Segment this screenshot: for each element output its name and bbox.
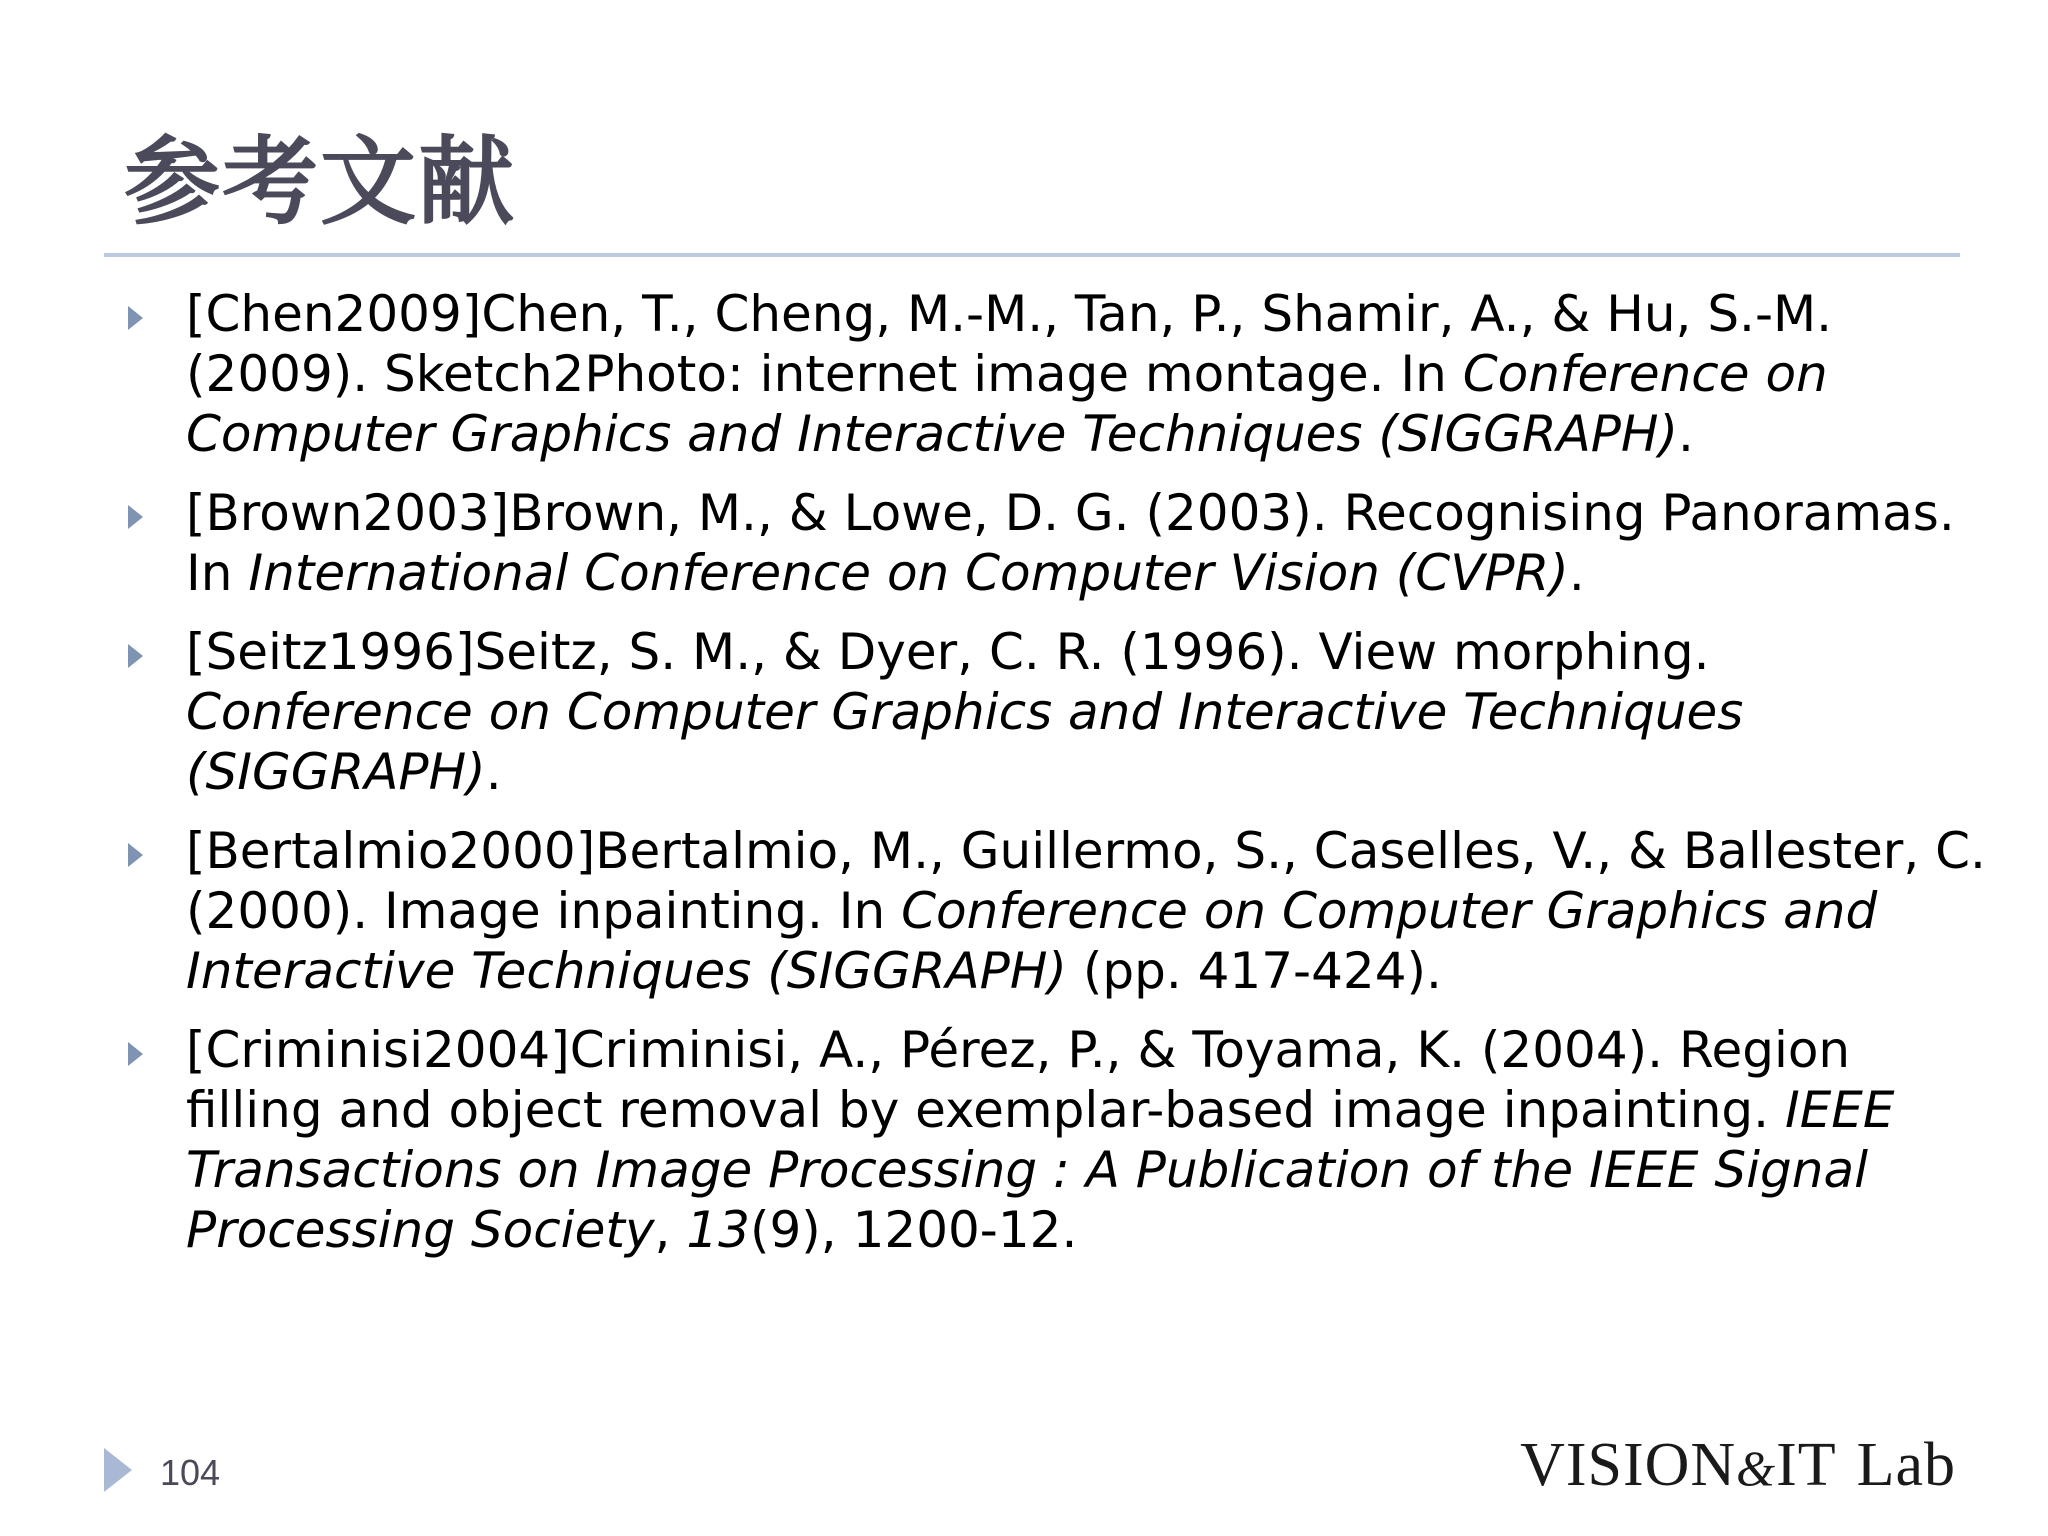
reference-item — [0, 483, 2048, 603]
bullet-triangle-icon — [128, 1042, 143, 1066]
logo-ampersand: & — [1736, 1440, 1777, 1496]
reference-item — [0, 821, 2048, 1001]
reference-tail: . — [1678, 405, 1694, 463]
reference-text: [Brown2003]Brown, M., & Lowe, D. G. (2003). Recognising Panoramas. In — [186, 484, 1955, 602]
bullet-triangle-icon — [128, 644, 143, 668]
reference-pages: (9), 1200-12. — [749, 1201, 1078, 1259]
logo-vision: VISION — [1520, 1431, 1737, 1499]
title-divider — [104, 253, 1960, 257]
bullet-triangle-icon — [128, 306, 143, 330]
logo-it: IT — [1776, 1431, 1837, 1499]
reference-venue: International Conference on Computer Vision (CVPR) — [248, 544, 1569, 602]
reference-item — [0, 622, 2048, 802]
reference-item — [0, 1020, 2048, 1260]
reference-volume: 13 — [686, 1201, 750, 1259]
page-number: 104 — [160, 1452, 221, 1493]
bullet-triangle-icon — [128, 843, 143, 867]
reference-tail: . — [1568, 544, 1585, 602]
reference-venue: IEEE Transactions on Image Processing : A Publication of the IEEE Signal Processing Society — [186, 1081, 1895, 1259]
reference-tail: . — [485, 743, 502, 801]
reference-venue: Conference on Computer Graphics and Interactive Techniques (SIGGRAPH) — [186, 345, 1828, 463]
reference-text: [Chen2009]Chen, T., Cheng, M.-M., Tan, P., Shamir, A., & Hu, S.-M. (2009). Sketch2Photo: internet image montage. In — [186, 285, 1833, 403]
logo-lab: Lab — [1856, 1431, 1956, 1499]
reference-venue: Conference on Computer Graphics and Interactive Techniques (SIGGRAPH) — [186, 882, 1878, 1000]
reference-text: [Criminisi2004]Criminisi, A., Pérez, P., & Toyama, K. (2004). Region filling and object removal by exemplar-based image inpainting. — [186, 1021, 1851, 1139]
reference-tail: , — [654, 1201, 687, 1259]
reference-text: [Seitz1996]Seitz, S. M., & Dyer, C. R. (1996). View morphing. — [186, 623, 1710, 681]
reference-venue: Conference on Computer Graphics and Interactive Techniques (SIGGRAPH) — [186, 683, 1744, 801]
reference-list — [0, 284, 2048, 1279]
footer-arrow-icon — [104, 1448, 132, 1492]
reference-text: [Bertalmio2000]Bertalmio, M., Guillermo, S., Caselles, V., & Ballester, C. (2000). Image inpainting. In — [186, 822, 1986, 940]
bullet-triangle-icon — [128, 505, 143, 529]
lab-logo — [1520, 1430, 1956, 1501]
reference-tail: (pp. 417-424). — [1066, 942, 1442, 1000]
reference-item — [0, 284, 2048, 464]
slide-title: 参考文献 — [124, 125, 516, 238]
